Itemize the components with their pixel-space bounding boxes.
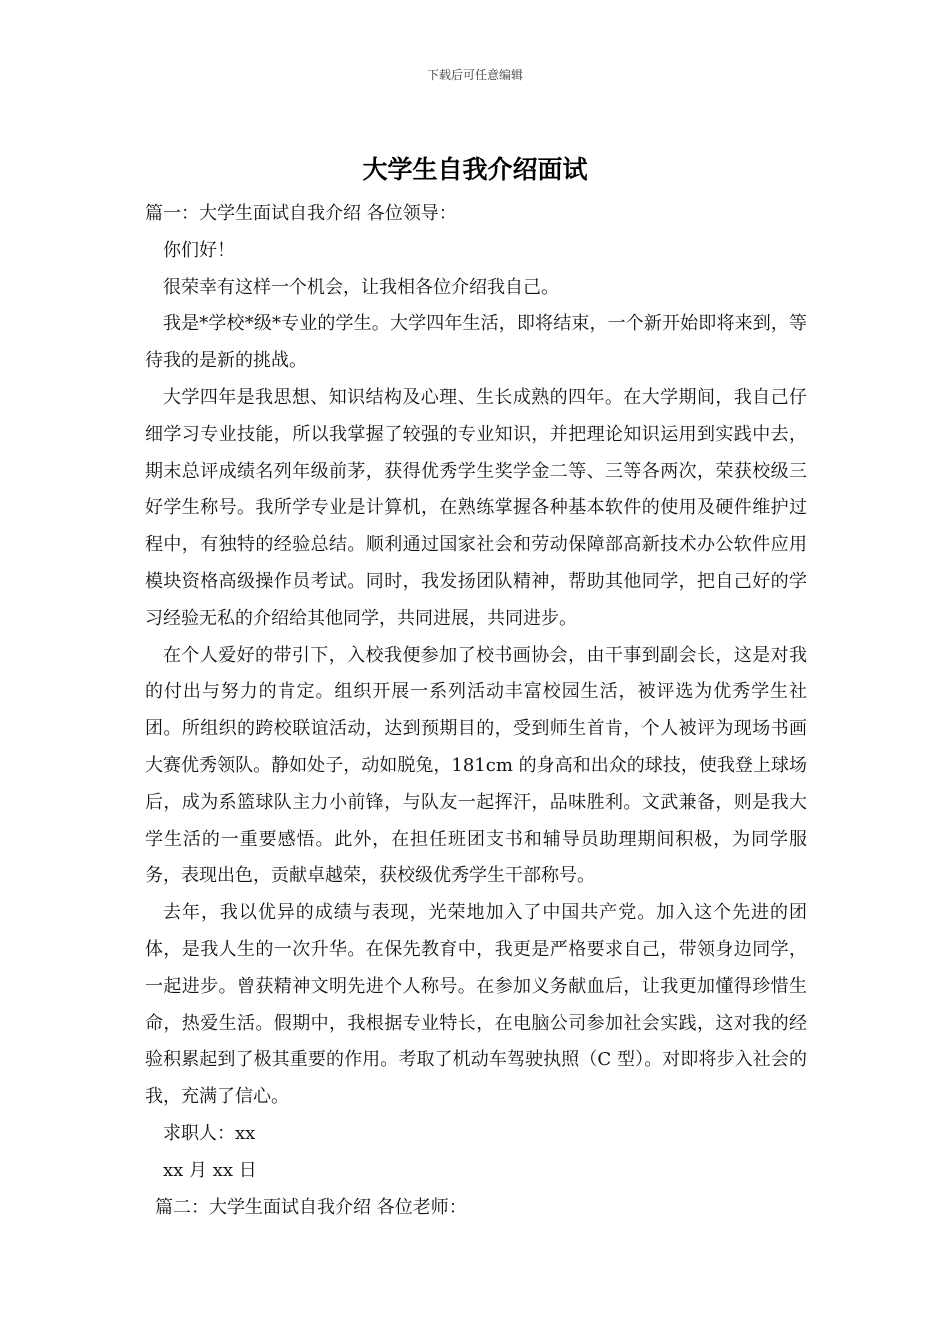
greeting: 你们好！	[163, 239, 235, 261]
paragraph-party: 去年，我以优异的成绩与表现，光荣地加入了中国共产党。加入这个先进的团体，是我人生的一次升华。在保先教育中，我更是严格要求自己，带领身边同学，一起进步。曾获精神文明先进个人称号。在参加义务献血后，让我更加懂得珍惜生命，热爱生活。假期中，我根据专业特长，在电脑公司参加社会实践，这对我的经验积累起到了极其重要的作用。考取了机动车驾驶执照（C 型）。对即将步入社会的我，充满了信心。	[145, 902, 807, 1108]
signature-date: xx 月 xx 日	[163, 1159, 257, 1181]
document-title: 大学生自我介绍面试	[362, 155, 588, 184]
paragraph-hobbies: 在个人爱好的带引下，入校我便参加了校书画协会，由干事到副会长，这是对我的付出与努力的肯定。组织开展一系列活动丰富校园生活，被评选为优秀学生社团。所组织的跨校联谊活动，达到预期目的，受到师生首肯，个人被评为现场书画大赛优秀领队。静如处子，动如脱兔，181cm 的身高和出众的球技，使我登上球场后，成为系篮球队主力小前锋，与队友一起挥汗，品味胜利。文武兼备，则是我大学生活的一重要感悟。此外，在担任班团支书和辅导员助理期间积极，为同学服务，表现出色，贡献卓越荣，获校级优秀学生干部称号。	[145, 644, 807, 887]
section-heading-2: 篇二：大学生面试自我介绍 各位老师：	[155, 1196, 467, 1218]
document-body	[145, 196, 807, 1226]
signature-applicant: 求职人：xx	[163, 1122, 256, 1144]
header-note: 下载后可任意编辑	[426, 68, 523, 82]
section-heading-1: 篇一：大学生面试自我介绍 各位领导：	[145, 203, 457, 224]
paragraph-identity: 我是*学校*级*专业的学生。大学四年生活，即将结束，一个新开始即将来到，等待我的是新的挑战。	[145, 313, 807, 372]
paragraph-intro: 很荣幸有这样一个机会，让我相各位介绍我自己。	[163, 276, 559, 298]
paragraph-study: 大学四年是我思想、知识结构及心理、生长成熟的四年。在大学期间，我自己仔细学习专业技能，所以我掌握了较强的专业知识，并把理论知识运用到实践中去，期末总评成绩名列年级前茅，获得优秀学生奖学金二等、三等各两次，荣获校级三好学生称号。我所学专业是计算机，在熟练掌握各种基本软件的使用及硬件维护过程中，有独特的经验总结。顺利通过国家社会和劳动保障部高新技术办公软件应用模块资格高级操作员考试。同时，我发扬团队精神，帮助其他同学，把自己好的学习经验无私的介绍给其他同学，共同进展，共同进步。	[145, 386, 807, 629]
